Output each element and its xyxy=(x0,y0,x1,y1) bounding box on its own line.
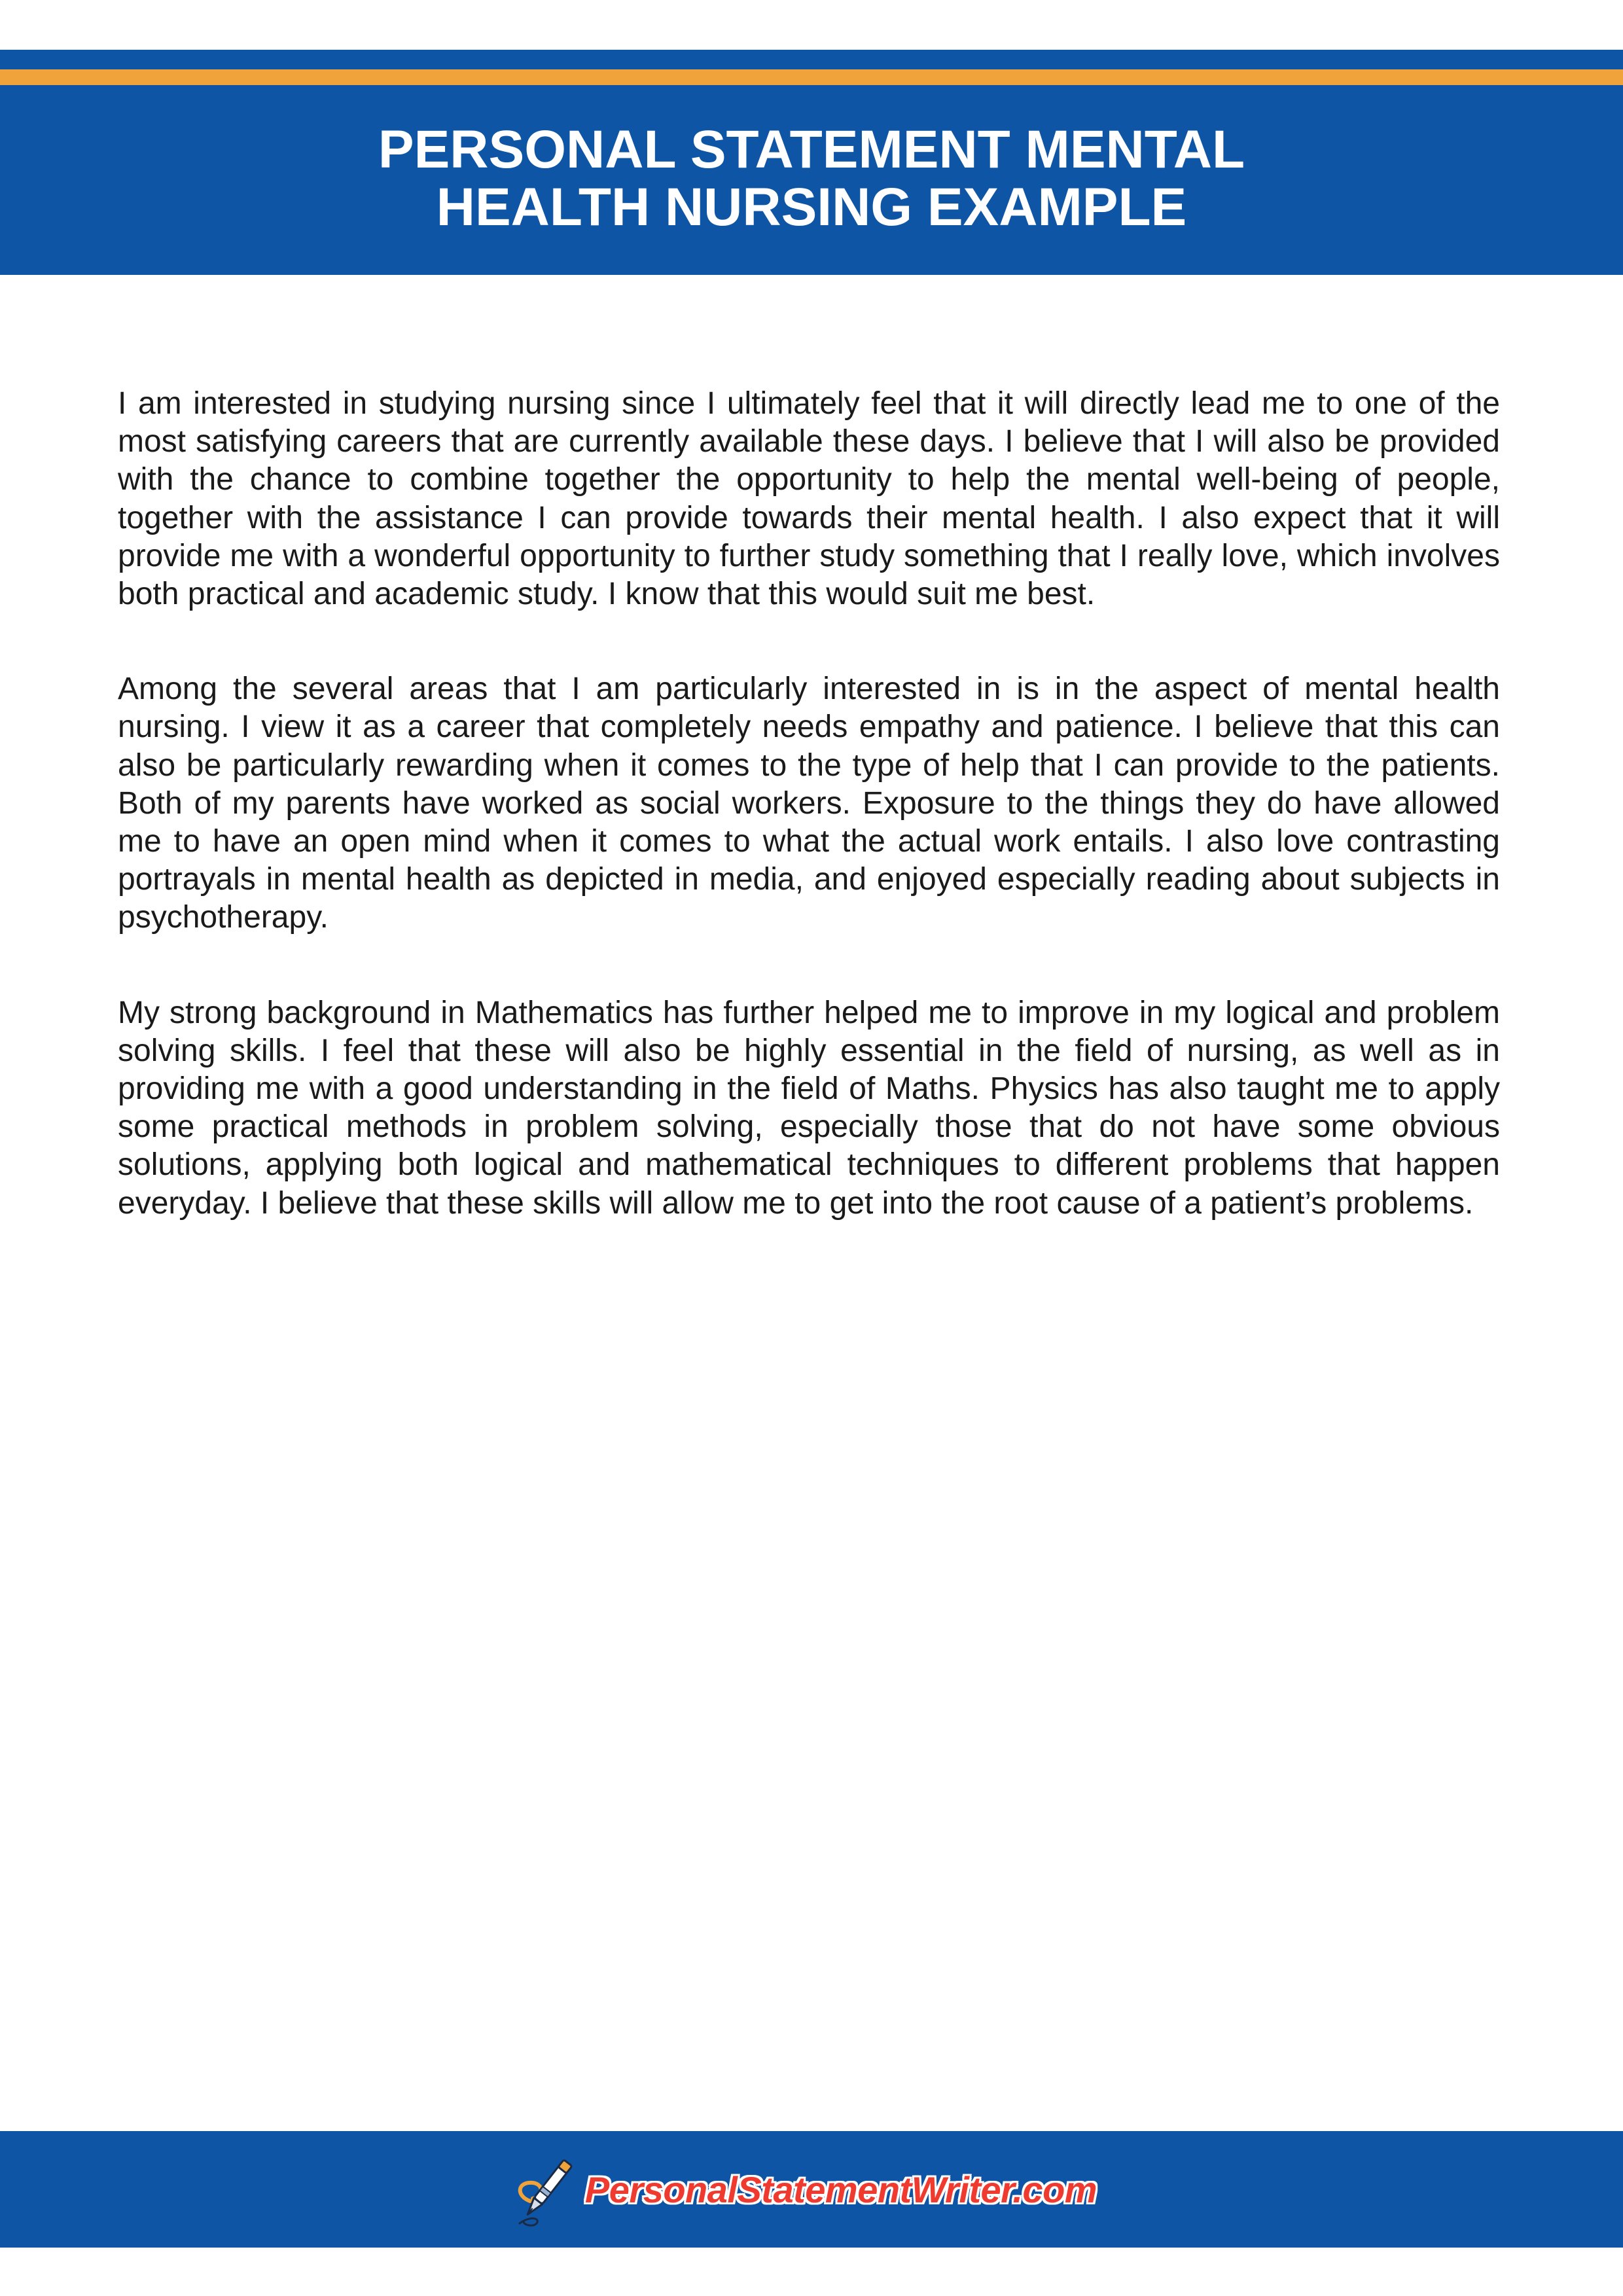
quill-pen-icon xyxy=(510,2150,576,2229)
page-title: PERSONAL STATEMENT MENTAL HEALTH NURSING EXAMPLE xyxy=(378,120,1245,237)
top-stripe-blue xyxy=(0,50,1623,69)
paragraph-3: My strong background in Mathematics has further helped me to improve in my logical and problem solving skills. I feel that these will also be highly essential in the field of nursing, as well as in providing me with a good understanding in the field of Maths. Physics has also taught me to apply some practical methods in problem solving, especially those that do not have some obvious solutions, applying both logical and mathematical techniques to different problems that happen everyday. I believe that these skills will allow me to get into the root cause of a patient’s problems. xyxy=(118,995,1500,1221)
header-band xyxy=(0,85,1623,275)
footer-logo[interactable] xyxy=(510,2150,1097,2229)
paragraph-1: I am interested in studying nursing since I ultimately feel that it will directly lead me to one of the most satisfying careers that are currently available these days. I believe that I will also be provided with the chance to combine together the opportunity to help the mental well-being of people, together with the assistance I can provide towards their mental health. I also expect that it will provide me with a wonderful opportunity to further study something that I really love, which involves both practical and academic study. I know that this would suit me best. xyxy=(118,386,1500,612)
footer-band xyxy=(0,2131,1623,2248)
logo-wordmark: PersonalStatementWriter.com xyxy=(584,2168,1097,2210)
paragraph-2: Among the several areas that I am particularly interested in is in the aspect of mental health nursing. I view it as a career that completely needs empathy and patience. I believe that this can also be particularly rewarding when it comes to the type of help that I can provide to the patients. Both of my parents have worked as social workers. Exposure to the things they do have allowed me to have an open mind when it comes to what the actual work entails. I also love contrasting portrayals in mental health as depicted in media, and enjoyed especially reading about subjects in psychotherapy. xyxy=(118,672,1500,935)
top-stripe-orange xyxy=(0,69,1623,85)
statement-body xyxy=(118,385,1500,1280)
